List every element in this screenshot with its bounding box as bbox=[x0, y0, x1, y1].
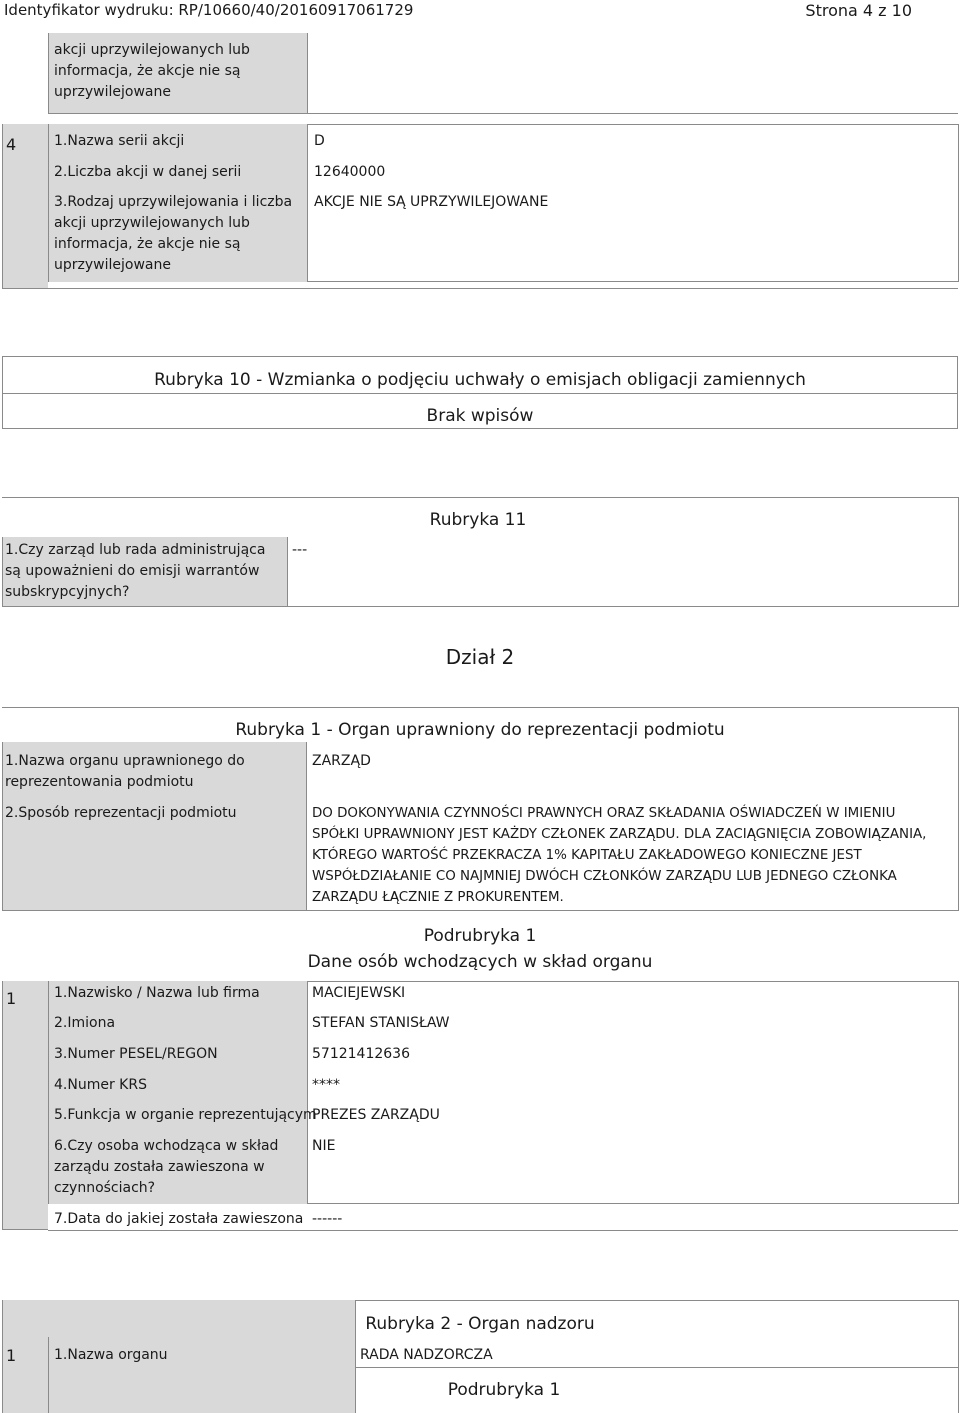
divider bbox=[2, 707, 958, 708]
nadzor-index: 1 bbox=[6, 1346, 17, 1365]
page-number: Strona 4 z 10 bbox=[805, 1, 912, 20]
divider bbox=[308, 1203, 958, 1204]
divider bbox=[48, 288, 958, 289]
representation-label: 2.Sposób reprezentacji podmiotu bbox=[5, 805, 237, 821]
organ-name-value: ZARZĄD bbox=[312, 753, 371, 769]
rubryka-1-title: Rubryka 1 - Organ uprawniony do reprezentacji podmiotu bbox=[235, 720, 725, 740]
shares-4-privilege-value: AKCJE NIE SĄ UPRZYWILEJOWANE bbox=[314, 194, 549, 210]
divider bbox=[356, 1367, 958, 1368]
print-identifier: Identyfikator wydruku: RP/10660/40/20160917061729 bbox=[4, 1, 414, 19]
divider bbox=[2, 497, 958, 498]
divider bbox=[308, 281, 958, 282]
member-suspended-label: 6.Czy osoba wchodząca w skład zarządu została zawieszona w czynnościach? bbox=[54, 1138, 279, 1196]
member-function-label: 5.Funkcja w organie reprezentującym bbox=[54, 1107, 317, 1123]
member-surname-value: MACIEJEWSKI bbox=[312, 985, 406, 1001]
shares-4-privilege-label: 3.Rodzaj uprzywilejowania i liczba akcji uprzywilejowanych lub informacja, że akcje nie są uprzywilejowane bbox=[54, 194, 293, 273]
divider bbox=[958, 497, 959, 607]
shares-4-series-name-label: 1.Nazwa serii akcji bbox=[54, 133, 185, 149]
member-krs-label: 4.Numer KRS bbox=[54, 1077, 147, 1093]
divider bbox=[48, 1337, 49, 1413]
member-pesel-label: 3.Numer PESEL/REGON bbox=[54, 1046, 218, 1062]
representation-value: DO DOKONYWANIA CZYNNOŚCI PRAWNYCH ORAZ SKŁADANIA OŚWIADCZEŃ W IMIENIU SPÓŁKI UPRAWNIONY JEST KAŻDY CZŁONEK ZARZĄDU. DLA ZACIĄGNIĘCIA ZOBOWIĄZANIA, KTÓREGO WARTOŚĆ PRZEKRACZA 1% KAPITAŁU ZAKŁADOWEGO KONIECZNE JEST WSPÓŁDZIAŁANIE CO NAJMNIEJ DWÓCH CZŁONKÓW ZARZĄDU LUB JEDNEGO CZŁONKA ZARZĄDU ŁĄCZNIE Z PROKURENTEM. bbox=[312, 806, 927, 905]
divider bbox=[2, 393, 958, 394]
member-surname-label: 1.Nazwisko / Nazwa lub firma bbox=[54, 985, 260, 1001]
rubryka-11-label: 1.Czy zarząd lub rada administrująca są upoważnieni do emisji warrantów subskrypcyjnych? bbox=[5, 542, 266, 600]
divider bbox=[48, 113, 958, 114]
member-pesel-value: 57121412636 bbox=[312, 1046, 410, 1062]
member-krs-value: **** bbox=[312, 1077, 340, 1093]
rubryka-11-value: --- bbox=[292, 542, 308, 558]
nadzor-podrubryka-title: Podrubryka 1 bbox=[447, 1380, 561, 1400]
divider bbox=[308, 124, 958, 125]
rubryka-11-title: Rubryka 11 bbox=[429, 510, 527, 530]
nadzor-organ-value: RADA NADZORCZA bbox=[360, 1347, 493, 1363]
member-index: 1 bbox=[6, 989, 17, 1008]
shares-4-count-label: 2.Liczba akcji w danej serii bbox=[54, 164, 242, 180]
member-index-cell bbox=[2, 981, 48, 1230]
divider bbox=[2, 910, 958, 911]
nadzor-organ-label: 1.Nazwa organu bbox=[54, 1347, 168, 1363]
member-firstnames-label: 2.Imiona bbox=[54, 1015, 116, 1031]
podrubryka-1-subtitle: Dane osób wchodzących w skład organu bbox=[307, 952, 653, 972]
divider bbox=[958, 124, 959, 282]
rubryka-10-empty: Brak wpisów bbox=[426, 406, 534, 426]
divider bbox=[308, 981, 958, 982]
member-suspended-date-label: 7.Data do jakiej została zawieszona bbox=[54, 1211, 304, 1227]
member-suspended-value: NIE bbox=[312, 1138, 336, 1154]
organ-name-label: 1.Nazwa organu uprawnionego do reprezentowania podmiotu bbox=[5, 753, 245, 790]
member-suspended-date-value: ------ bbox=[312, 1211, 343, 1227]
shares-4-count-value: 12640000 bbox=[314, 164, 386, 180]
dzial-2-title: Dział 2 bbox=[445, 645, 515, 669]
podrubryka-1-title: Podrubryka 1 bbox=[423, 926, 537, 946]
divider bbox=[48, 1230, 958, 1231]
divider bbox=[958, 707, 959, 911]
shares-4-series-name-value: D bbox=[314, 133, 325, 149]
divider bbox=[2, 606, 958, 607]
shares-4-index: 4 bbox=[6, 135, 17, 154]
member-function-value: PREZES ZARZĄDU bbox=[312, 1107, 440, 1123]
divider bbox=[958, 981, 959, 1204]
rubryka-2-title: Rubryka 2 - Organ nadzoru bbox=[365, 1314, 595, 1334]
rubryka-10-title: Rubryka 10 - Wzmianka o podjęciu uchwały o emisjach obligacji zamiennych bbox=[154, 370, 806, 390]
member-firstnames-value: STEFAN STANISŁAW bbox=[312, 1015, 450, 1031]
shares-prev-label: akcji uprzywilejowanych lub informacja, że akcje nie są uprzywilejowane bbox=[54, 42, 250, 100]
